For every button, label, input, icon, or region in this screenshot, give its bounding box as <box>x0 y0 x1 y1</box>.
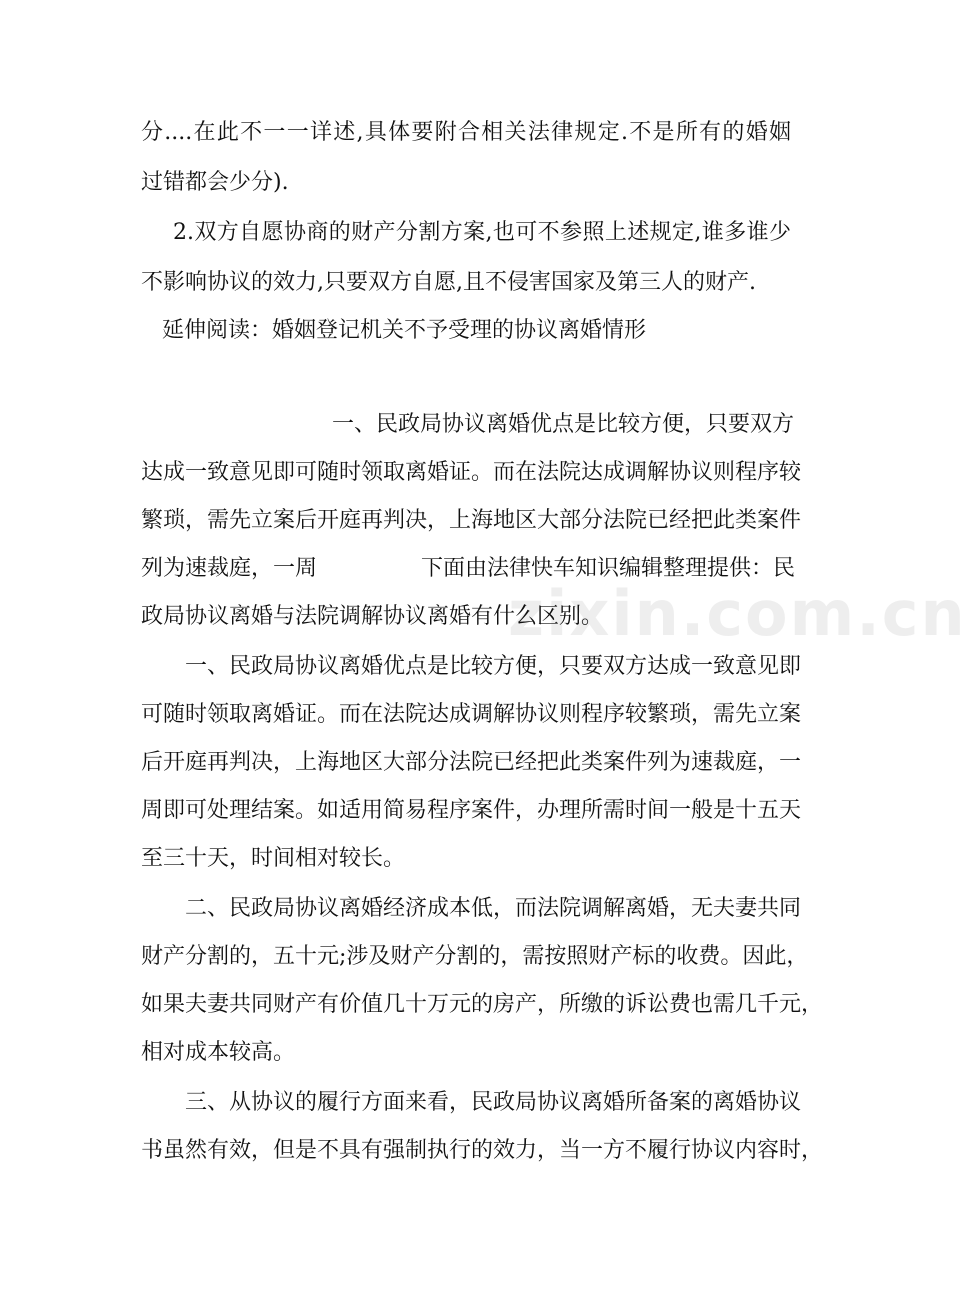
text-line: 后开庭再判决，上海地区大部分法院已经把此类案件列为速裁庭，一 <box>141 750 802 775</box>
text-line: 财产分割的，五十元;涉及财产分割的，需按照财产标的收费。因此， <box>141 944 809 969</box>
section-heading: 延伸阅读：婚姻登记机关不予受理的协议离婚情形 <box>162 318 647 343</box>
text-line: 繁琐，需先立案后开庭再判决，上海地区大部分法院已经把此类案件 <box>141 508 802 533</box>
text-line: 可随时领取离婚证。而在法院达成调解协议则程序较繁琐，需先立案 <box>141 702 802 727</box>
text-line: 至三十天，时间相对较长。 <box>141 846 406 871</box>
text-line: 2.双方自愿协商的财产分割方案,也可不参照上述规定,谁多谁少 <box>173 220 791 245</box>
text-line: 列为速裁庭，一周 <box>141 556 318 581</box>
text-line: 达成一致意见即可随时领取离婚证。而在法院达成调解协议则程序较 <box>141 460 802 485</box>
watermark: zixin.com.cn <box>508 577 967 650</box>
text-line: 过错都会少分). <box>141 170 289 195</box>
text-line: 相对成本较高。 <box>141 1040 296 1065</box>
text-line: 三、从协议的履行方面来看，民政局协议离婚所备案的离婚协议 <box>185 1090 802 1115</box>
text-line: 如果夫妻共同财产有价值几十万元的房产，所缴的诉讼费也需几千元， <box>141 992 824 1017</box>
text-line: 二、民政局协议离婚经济成本低，而法院调解离婚，无夫妻共同 <box>185 896 802 921</box>
text-line: 一、民政局协议离婚优点是比较方便，只要双方 <box>332 412 795 437</box>
text-line: 政局协议离婚与法院调解协议离婚有什么区别。 <box>141 604 604 629</box>
text-line: 下面由法律快车知识编辑整理提供：民 <box>421 556 796 581</box>
text-line: 书虽然有效，但是不具有强制执行的效力，当一方不履行协议内容时， <box>141 1138 824 1163</box>
text-line: 周即可处理结案。如适用简易程序案件，办理所需时间一般是十五天 <box>141 798 802 823</box>
text-line: 不影响协议的效力,只要双方自愿,且不侵害国家及第三人的财产. <box>141 270 756 295</box>
text-line: 一、民政局协议离婚优点是比较方便，只要双方达成一致意见即 <box>185 654 802 679</box>
text-line: 分....在此不一一详述,具体要附合相关法律规定.不是所有的婚姻 <box>141 120 791 145</box>
